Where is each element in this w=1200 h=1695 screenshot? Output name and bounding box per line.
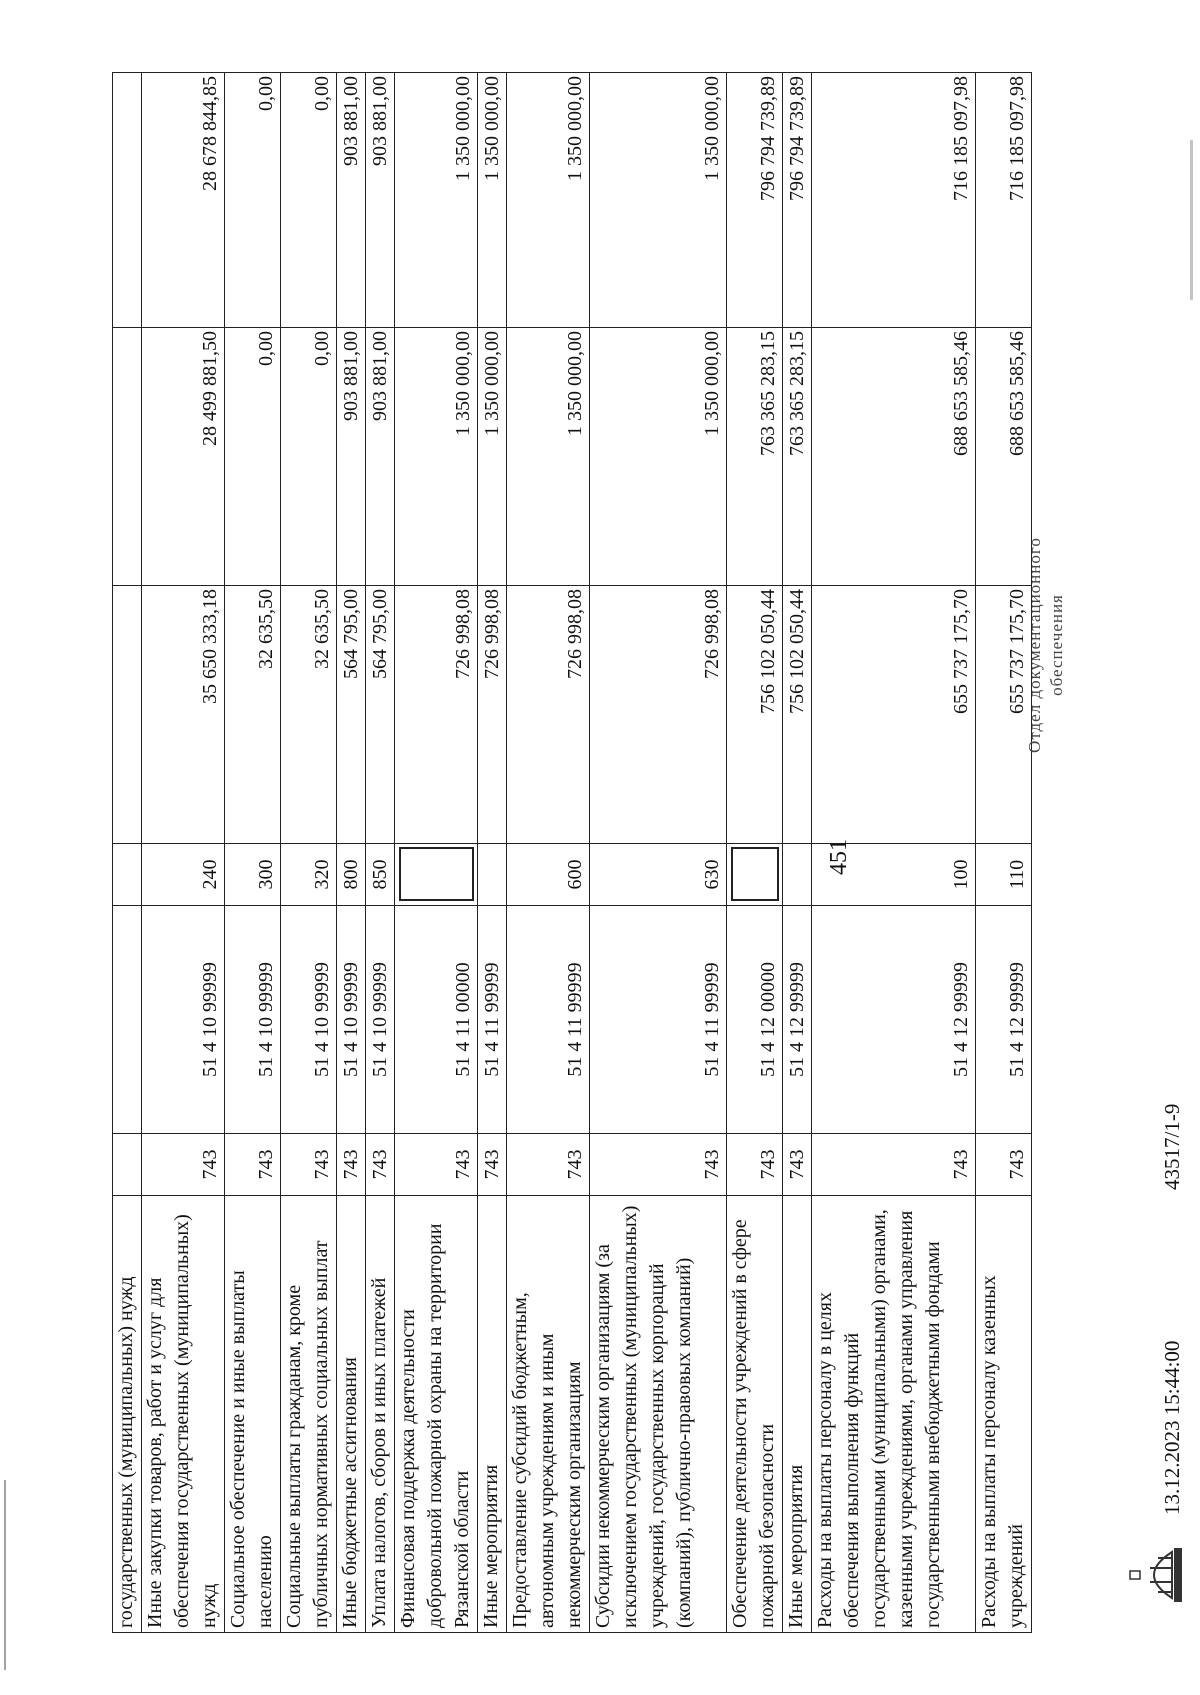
row-vr: 240 (142, 844, 225, 906)
table-body (113, 73, 1032, 1633)
row-amount-1: 32 635,50 (281, 586, 337, 844)
table-row (142, 73, 225, 1633)
row-vr: 630 (590, 844, 727, 906)
row-vr (783, 844, 812, 906)
row-gr (113, 1134, 142, 1196)
row-gr: 743 (395, 1134, 478, 1196)
row-name: Предоставление субсидий бюджетным, автономным учреждениям и иным некоммерческим организациям (507, 1196, 590, 1633)
row-vr (478, 844, 507, 906)
table-row (727, 73, 783, 1633)
row-amount-3: 1 350 000,00 (478, 73, 507, 328)
row-vr (113, 844, 142, 906)
footer-date: 13.12.2023 15:44:00 (1160, 1340, 1184, 1515)
table-row (976, 73, 1032, 1633)
row-gr: 743 (366, 1134, 395, 1196)
row-gr: 743 (337, 1134, 366, 1196)
row-name: Социальное обеспечение и иные выплаты населению (225, 1196, 281, 1633)
row-gr: 743 (727, 1134, 783, 1196)
row-gr: 743 (590, 1134, 727, 1196)
row-amount-1: 564 795,00 (337, 586, 366, 844)
row-gr: 743 (976, 1134, 1032, 1196)
row-cs: 51 4 12 99999 (783, 906, 812, 1134)
row-amount-3: 0,00 (225, 73, 281, 328)
row-amount-3: 903 881,00 (337, 73, 366, 328)
row-cs: 51 4 10 99999 (142, 906, 225, 1134)
row-amount-3: 1 350 000,00 (507, 73, 590, 328)
row-amount-1: 32 635,50 (225, 586, 281, 844)
row-cs (113, 906, 142, 1134)
stamp-line-2: обеспечения (1047, 594, 1066, 696)
row-gr: 743 (225, 1134, 281, 1196)
row-vr: 110 (976, 844, 1032, 906)
row-cs: 51 4 12 99999 (976, 906, 1032, 1134)
row-amount-1 (113, 586, 142, 844)
row-amount-2 (113, 328, 142, 586)
row-amount-2: 763 365 283,15 (727, 328, 783, 586)
row-vr: 850 (366, 844, 395, 906)
row-name: государственных (муниципальных) нужд (113, 1196, 142, 1633)
row-gr: 743 (812, 1134, 976, 1196)
row-name: Расходы на выплаты персоналу в целях обеспечения выполнения функций государственными (муниципальными) органами, казенными учреждениями, органами управления государственными внебюджетными фондами (812, 1196, 976, 1633)
row-name: Иные закупки товаров, работ и услуг для обеспечения государственных (муниципальных) нужд (142, 1196, 225, 1633)
row-amount-3: 903 881,00 (366, 73, 395, 328)
row-vr: 300 (225, 844, 281, 906)
row-amount-1: 756 102 050,44 (783, 586, 812, 844)
table-row (395, 73, 478, 1633)
row-amount-3: 796 794 739,89 (727, 73, 783, 328)
row-amount-1: 564 795,00 (366, 586, 395, 844)
row-amount-2: 0,00 (281, 328, 337, 586)
row-gr: 743 (478, 1134, 507, 1196)
row-amount-1: 35 650 333,18 (142, 586, 225, 844)
row-amount-3: 0,00 (281, 73, 337, 328)
emblem-icon (1128, 1540, 1188, 1610)
row-vr: 600 (507, 844, 590, 906)
row-amount-3: 1 350 000,00 (590, 73, 727, 328)
row-cs: 51 4 10 99999 (366, 906, 395, 1134)
row-amount-2: 1 350 000,00 (395, 328, 478, 586)
budget-table (112, 72, 1032, 1633)
stamp-line-1: Отдел документационного (1025, 537, 1044, 753)
table-row (281, 73, 337, 1633)
row-cs: 51 4 12 99999 (812, 906, 976, 1134)
row-amount-1: 726 998,08 (478, 586, 507, 844)
row-cs: 51 4 10 99999 (337, 906, 366, 1134)
row-amount-2: 1 350 000,00 (507, 328, 590, 586)
row-name: Субсидии некоммерческим организациям (за исключением государственных (муниципальных) учреждений, государственных корпораций (компаний), публично-правовых компаний) (590, 1196, 727, 1633)
row-amount-1: 726 998,08 (507, 586, 590, 844)
row-amount-2: 28 499 881,50 (142, 328, 225, 586)
table-row (478, 73, 507, 1633)
row-vr: 800 (337, 844, 366, 906)
row-gr: 743 (507, 1134, 590, 1196)
row-name: Расходы на выплаты персоналу казенных учреждений (976, 1196, 1032, 1633)
row-cs: 51 4 11 99999 (507, 906, 590, 1134)
row-amount-1: 655 737 175,70 (976, 586, 1032, 844)
row-vr (395, 844, 478, 906)
row-name: Обеспечение деятельности учреждений в сфере пожарной безопасности (727, 1196, 783, 1633)
department-stamp (1024, 515, 1068, 775)
row-gr: 743 (783, 1134, 812, 1196)
row-cs: 51 4 12 00000 (727, 906, 783, 1134)
row-amount-2: 1 350 000,00 (590, 328, 727, 586)
row-amount-2: 763 365 283,15 (783, 328, 812, 586)
row-amount-2: 903 881,00 (366, 328, 395, 586)
row-amount-3 (113, 73, 142, 328)
row-amount-1: 726 998,08 (590, 586, 727, 844)
row-amount-2: 688 653 585,46 (976, 328, 1032, 586)
table-row (337, 73, 366, 1633)
table-row (590, 73, 727, 1633)
row-amount-2: 1 350 000,00 (478, 328, 507, 586)
row-cs: 51 4 11 99999 (590, 906, 727, 1134)
scan-artifact-right (1190, 140, 1193, 300)
page-number: 451 (826, 839, 852, 875)
row-name: Иные мероприятия (783, 1196, 812, 1633)
row-amount-2: 903 881,00 (337, 328, 366, 586)
table-row (783, 73, 812, 1633)
row-amount-3: 716 185 097,98 (812, 73, 976, 328)
row-name: Социальные выплаты гражданам, кроме публичных нормативных социальных выплат (281, 1196, 337, 1633)
row-amount-1: 756 102 050,44 (727, 586, 783, 844)
row-cs: 51 4 11 99999 (478, 906, 507, 1134)
row-name: Иные бюджетные ассигнования (337, 1196, 366, 1633)
row-cs: 51 4 10 99999 (281, 906, 337, 1134)
row-amount-1: 655 737 175,70 (812, 586, 976, 844)
table-row (225, 73, 281, 1633)
row-amount-3: 28 678 844,85 (142, 73, 225, 328)
table-row (366, 73, 395, 1633)
row-name: Иные мероприятия (478, 1196, 507, 1633)
row-gr: 743 (142, 1134, 225, 1196)
row-amount-3: 796 794 739,89 (783, 73, 812, 328)
row-amount-3: 716 185 097,98 (976, 73, 1032, 328)
row-amount-2: 0,00 (225, 328, 281, 586)
row-amount-1: 726 998,08 (395, 586, 478, 844)
table-row (507, 73, 590, 1633)
row-name: Финансовая поддержка деятельности добровольной пожарной охраны на территории Рязанской области (395, 1196, 478, 1633)
row-name: Уплата налогов, сборов и иных платежей (366, 1196, 395, 1633)
scan-artifact-left (4, 1480, 6, 1670)
row-amount-3: 1 350 000,00 (395, 73, 478, 328)
row-vr (727, 844, 783, 906)
footer-code: 43517/1-9 (1160, 1103, 1184, 1190)
row-cs: 51 4 11 00000 (395, 906, 478, 1134)
row-vr: 320 (281, 844, 337, 906)
table-row (113, 73, 142, 1633)
row-vr: 100 (812, 844, 976, 906)
row-amount-2: 688 653 585,46 (812, 328, 976, 586)
row-gr: 743 (281, 1134, 337, 1196)
row-cs: 51 4 10 99999 (225, 906, 281, 1134)
